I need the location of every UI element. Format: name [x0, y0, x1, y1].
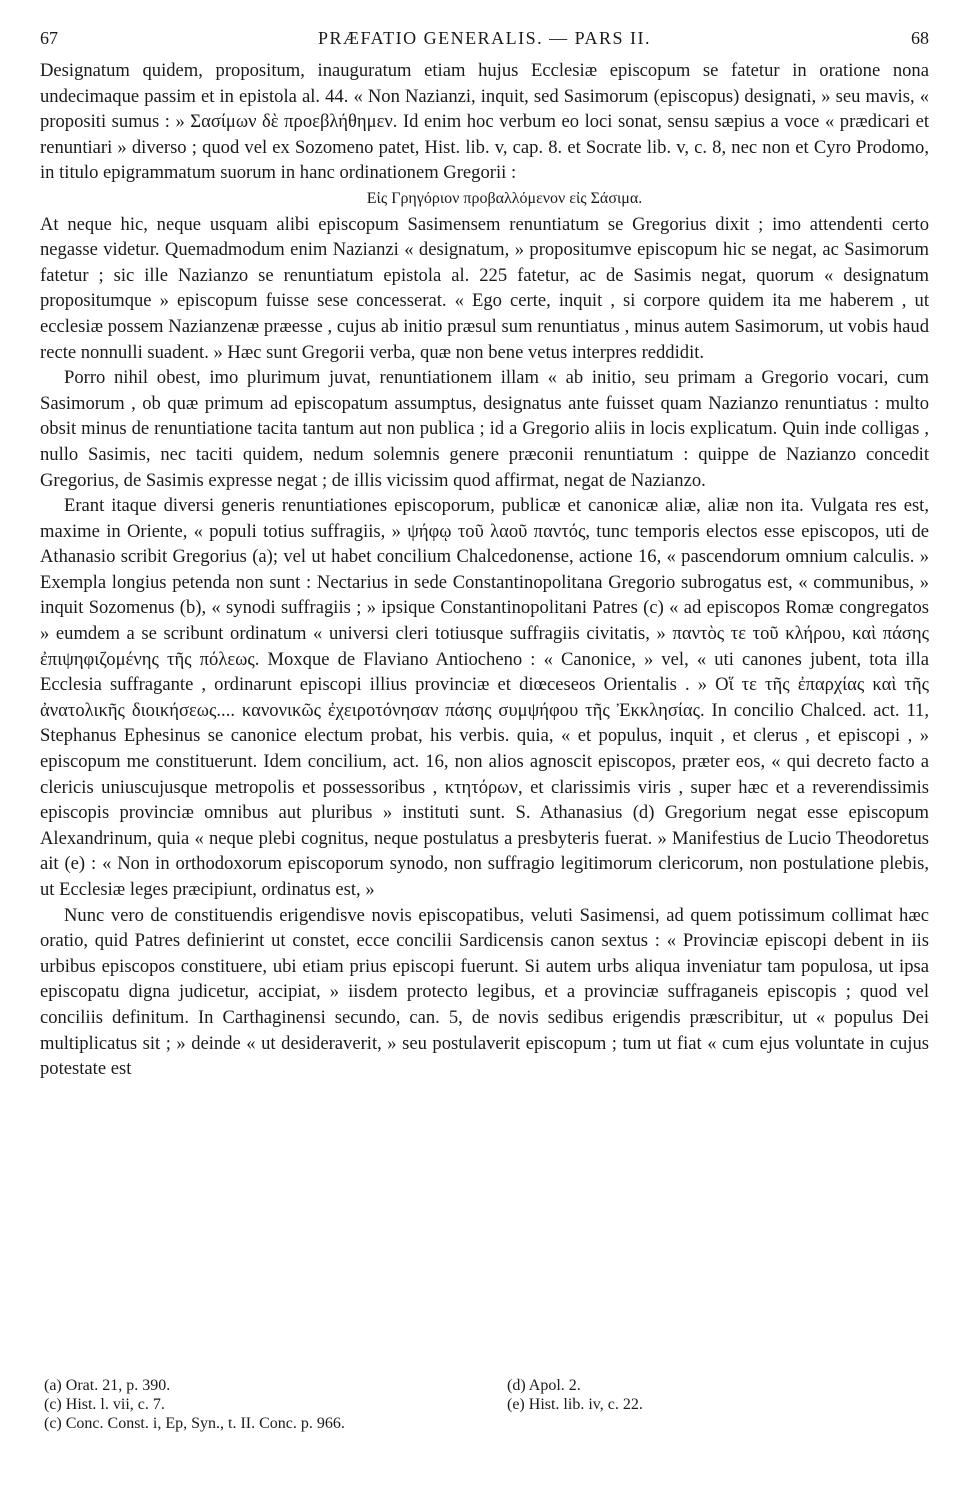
footnote-e: (e) Hist. lib. iv, c. 22.: [507, 1396, 643, 1413]
footnote-c: (c) Conc. Const. i, Ep, Syn., t. II. Conc. p. 966.: [44, 1415, 345, 1432]
paragraph-3: Porro nihil obest, imo plurimum juvat, renuntiationem illam « ab initio, seu primam a Gregorio vocari, cum Sasimorum , ob quæ primum ad episcopatum assumptus, designatus ante fuisset quam Nazianzo renuntiatus : multo obsit minus de renuntiatione tacita tantum aut non publica ; id a Gregorio aliis in locis explicatum. Quin inde colligas , nullo Sasimis, nec taciti quidem, nedum solemnis genere præconii renuntiatum : quippe de Nazianzo concedit Gregorius, de Sasimis expresse negat ; de illis vicissim quod affirmat, negat de Nazianzo.: [40, 367, 929, 491]
paragraph-2: At neque hic, neque usquam alibi episcopum Sasimensem renuntiatum se Gregorius dixit ; imo attendenti certo negasse videtur. Quemadmodum enim Nazianzi « designatum, » propositumve episcopum hic se negat, ac Sasimorum fatetur ; sic ille Nazianzo se renuntiatum epistola al. 225 fatetur, ac de Sasimis negat, quorum « designatum propositumque » episcopum fuisse sese concesserat. « Ego certe, inquit , si corpore quidem ita me haberem , ut ecclesiæ possem Nazianzenæ præesse , cujus ab initio præsul sum renuntiatus , minus autem Sasimorum, ut vobis haud recte nonnulli suadent. » Hæc sunt Gregorii verba, quæ non bene vetus interpres reddidit.: [40, 213, 929, 363]
body-text: [40, 58, 929, 1082]
page-number-left: 67: [40, 28, 58, 48]
paragraph-1: Designatum quidem, propositum, inauguratum etiam hujus Ecclesiæ episcopum se fatetur in oratione nona undecimaque passim et in epistola al. 44. « Non Nazianzi, inquit, sed Sasimorum (episcopus) designati, » seu mavis, « propositi sumus : » Σασίμων δὲ προεβλήθημεν. Id enim hoc verbum eo loci sonat, sensu sæpius a voce « prædicari et renuntiari » diverso ; quod vel ex Sozomeno patet, Hist. lib. v, cap. 8. et Socrate lib. v, c. 8, nec non et Cyro Prodomo, in titulo epigrammatum suorum in hanc ordinationem Gregorii :: [40, 60, 929, 184]
running-title: PRÆFATIO GENERALIS. — PARS II.: [317, 28, 652, 48]
page-number-right: 68: [910, 28, 929, 48]
page: [40, 28, 929, 1082]
footnote-d: (d) Apol. 2.: [507, 1377, 581, 1394]
footnote-b: (c) Hist. l. vii, c. 7.: [44, 1396, 165, 1413]
running-header: [40, 28, 929, 58]
footnotes: [44, 1376, 904, 1433]
epigram-title: Εἰς Γρηγόριον προβαλλόμενον εἰς Σάσιμα.: [366, 189, 643, 207]
paragraph-4: Erant itaque diversi generis renuntiationes episcoporum, publicæ et canonicæ aliæ, aliæ non ita. Vulgata res est, maxime in Oriente, « populi totius suffragiis, » ψήφῳ τοῦ λαοῦ παντός, tunc temporis electos esse episcopos, uti de Athanasio scribit Gregorius (a); vel ut habet concilium Chalcedonense, actione 16, « pascendorum omnium calculis. » Exempla longius petenda non sunt : Nectarius in sede Constantinopolitana Gregorio subrogatus est, « communibus, » inquit Sozomenus (b), « synodi suffragiis ; » ipsique Constantinopolitani Patres (c) « ad episcopos Romæ congregatos » eumdem a se scribunt ordinatum « universi cleri totiusque suffragiis civitatis, » παντὸς τε τοῦ κλήρου, καὶ πάσης ἐπιψηφιζομένης τῆς πόλεως. Moxque de Flaviano Antiocheno : « Canonice, » vel, « uti canones jubent, tota illa Ecclesia suffragante , ordinarunt episcopi illius provinciæ et diœceseos Orientalis . » Οἵ τε τῆς ἐπαρχίας καὶ τῆς ἀνατολικῆς διοικήσεως.... κανονικῶς ἐχειροτόνησαν πάσης συμψήφου τῆς Ἐκκλησίας. In concilio Chalced. act. 11, Stephanus Ephesinus se canonice electum probat, his verbis. quia, « et populus, inquit , et clerus , et episcopi , » episcopum me constituerunt. Idem concilium, act. 16, non alios agnoscit episcopos, præter eos, « qui decreto facto a clericis uniuscujusque metropolis et possessoribus , κτητόρων, et clarissimis viris , super hæc et a reverendissimis episcopis provinciæ omnibus aut pluribus » instituti sunt. S. Athanasius (d) Gregorium negat esse episcopum Alexandrinum, quia « neque plebi cognitus, neque postulatus a presbyteris fuerat. » Manifestius de Lucio Theodoretus ait (e) : « Non in orthodoxorum episcoporum synodo, non suffragio legitimorum clericorum, non postulatione plebis, ut Ecclesiæ leges præcipiunt, ordinatus est, »: [40, 495, 929, 900]
footnotes-left: [44, 1376, 507, 1433]
paragraph-5: Nunc vero de constituendis erigendisve novis episcopatibus, veluti Sasimensi, ad quem potissimum collimat hæc oratio, quid Patres definierint ut constet, ecce concilii Sardicensis canon sextus : « Provinciæ episcopi debent in iis urbibus episcopos constituere, ubi etiam prius episcopi fuerunt. Si autem urbs aliqua inveniatur tam populosa, ut ipsa episcopatu digna judicetur, accipiat, » iisdem protecto legibus, et a provinciæ suffraganeis episcopis ; quod vel conciliis definitum. In Carthaginensi secundo, can. 5, de novis sedibus erigendis præscribitur, ut « populus Dei multiplicatus sit ; » deinde « ut desideraverit, » seu postulaverit episcopum ; tum ut fiat « cum ejus voluntate in cujus potestate est: [40, 904, 929, 1080]
footnote-a: (a) Orat. 21, p. 390.: [44, 1377, 171, 1394]
footnotes-right: [507, 1376, 887, 1433]
